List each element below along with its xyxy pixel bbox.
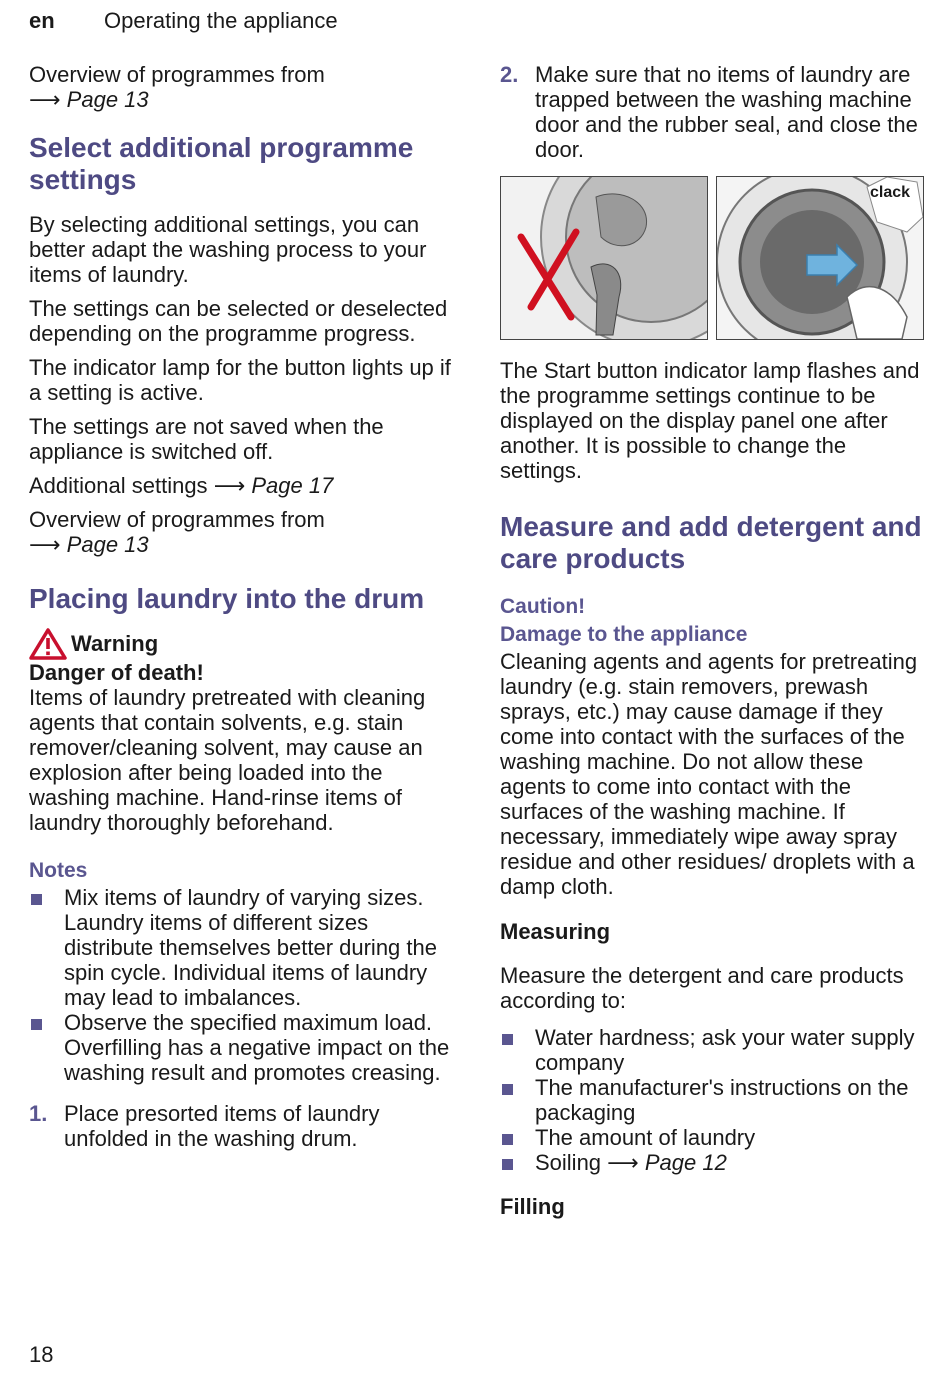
door-illustrations (500, 176, 930, 340)
warning-triangle-icon (29, 628, 67, 660)
heading-placing-laundry: Placing laundry into the drum (29, 583, 425, 614)
filling-label: Filling (500, 1194, 565, 1219)
right-column (500, 62, 930, 1219)
measuring-label: Measuring (500, 919, 611, 944)
page-link[interactable]: Page 12 (644, 1150, 727, 1175)
danger-label: Danger of death! (29, 660, 204, 685)
page-link[interactable]: Page 13 (66, 532, 149, 557)
paragraph: By selecting additional settings, you can better adapt the washing process to your items of laundry. (29, 212, 427, 287)
overview-reference-1: Overview of programmes from ⟶ Page 13 (29, 62, 325, 112)
list-item: Mix items of laundry of varying sizes. Laundry items of different sizes distribute themselves better during the spin cycle. Individual items of laundry may lead to imbalances. (29, 885, 459, 1010)
notes-label: Notes (29, 859, 88, 882)
left-column (29, 62, 459, 1151)
list-item: The manufacturer's instructions on the packaging (500, 1075, 930, 1125)
danger-text: Items of laundry pretreated with cleaning agents that contain solvents, e.g. stain remover/cleaning solvent, may cause an explosion after being loaded into the washing machine. Hand-rinse items of laundry thoroughly beforehand. (29, 685, 426, 835)
step-text: Make sure that no items of laundry are trapped between the washing machine door and the rubber seal, and close the door. (535, 62, 918, 162)
heading-measure-detergent: Measure and add detergent and care products (500, 511, 922, 574)
warning-label: Warning (71, 631, 159, 656)
list-item: Water hardness; ask your water supply company (500, 1025, 930, 1075)
page-number: 18 (29, 1342, 54, 1367)
heading-select-additional-settings: Select additional programme settings (29, 132, 414, 195)
paragraph: The settings can be selected or deselected depending on the programme progress. (29, 296, 448, 346)
step-text: Place presorted items of laundry unfolded in the washing drum. (64, 1101, 380, 1151)
damage-label: Damage to the appliance (500, 623, 748, 646)
paragraph: The indicator lamp for the button lights up if a setting is active. (29, 355, 451, 405)
step-number: 1. (29, 1101, 48, 1126)
overview-reference-2: Overview of programmes from ⟶ Page 13 (29, 507, 325, 557)
list-item: Observe the specified maximum load. Overfilling has a negative impact on the washing result and promotes creasing. (29, 1010, 459, 1085)
page-link[interactable]: Page 13 (66, 87, 149, 112)
step-1 (29, 1101, 459, 1151)
start-lamp-text: The Start button indicator lamp flashes and the programme settings continue to be displayed on the display panel one after another. It is possible to change the settings. (500, 358, 920, 483)
notes-list (29, 885, 459, 1085)
header-section-title: Operating the appliance (104, 8, 338, 33)
list-item: The amount of laundry (500, 1125, 930, 1150)
measure-intro: Measure the detergent and care products according to: (500, 963, 904, 1013)
measure-list (500, 1025, 930, 1175)
warning-row (29, 629, 459, 659)
header-language: en (29, 8, 55, 33)
page-link[interactable]: Page 17 (251, 473, 334, 498)
caution-label: Caution! (500, 595, 586, 618)
step-number: 2. (500, 62, 519, 87)
step-2 (500, 62, 930, 162)
illustration-trapped-laundry (500, 176, 708, 340)
paragraph: The settings are not saved when the appliance is switched off. (29, 414, 384, 464)
additional-settings-reference: Additional settings ⟶ Page 17 (29, 473, 334, 498)
list-item: Soiling ⟶ Page 12 (500, 1150, 930, 1175)
damage-text: Cleaning agents and agents for pretreating laundry (e.g. stain removers, prewash sprays, etc.) may cause damage if they come into contact with the surfaces of the washing machine. Do not allow these agents to come into contact with the surfaces of the washing machine. If necessary, immediately wipe away spray residue and other residues/ droplets with a damp cloth. (500, 649, 918, 899)
clack-label: clack (870, 184, 911, 201)
